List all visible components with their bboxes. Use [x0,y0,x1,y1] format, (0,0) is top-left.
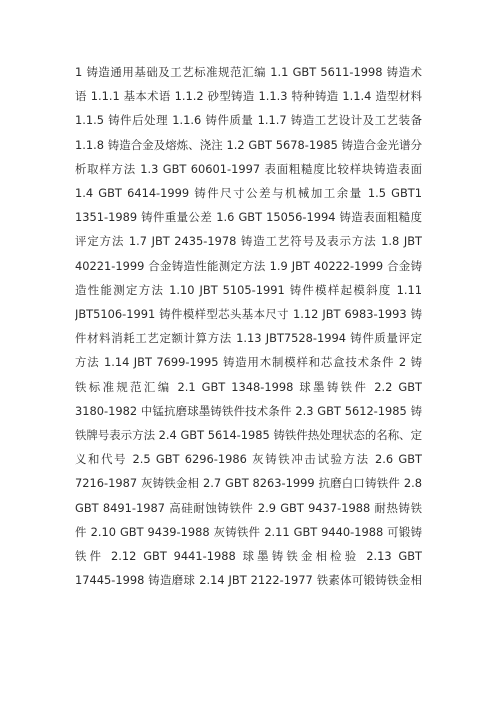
text-line: 3180-1982 中锰抗磨球墨铸铁件技术条件 2.3 GBT 5612-1985 铸 [75,403,422,418]
text-line: 1351-1989 铸件重量公差 1.6 GBT 15056-1994 铸造表面粗糙度 [75,210,422,225]
text-line: 件 2.10 GBT 9439-1988 灰铸铁件 2.11 GBT 9440-1988 可锻铸 [75,524,422,539]
text-line: 方法 1.14 JBT 7699-1995 铸造用木制模样和芯盒技术条件 2 铸 [75,355,422,370]
text-line: 评定方法 1.7 JBT 2435-1978 铸造工艺符号及表示方法 1.8 JBT [75,234,422,249]
text-line: 铁件 2.12 GBT 9441-1988 球墨铸铁金相检验 2.13 GBT [75,549,422,564]
text-line: 义和代号 2.5 GBT 6296-1986 灰铸铁冲击试验方法 2.6 GBT [75,452,422,467]
text-line: 40221-1999 合金铸造性能测定方法 1.9 JBT 40222-1999 合金铸 [75,258,422,273]
document-page [75,60,422,592]
text-line: 析取样方法 1.3 GBT 60601-1997 表面粗糙度比较样块铸造表面 [75,161,422,176]
text-line: 17445-1998 铸造磨球 2.14 JBT 2122-1977 铁素体可锻铸铁金相 [75,573,422,588]
text-line: 铁标准规范汇编 2.1 GBT 1348-1998 球墨铸铁件 2.2 GBT [75,379,422,394]
text-line: 1.1.5 铸件后处理 1.1.6 铸件质量 1.1.7 铸造工艺设计及工艺装备 [75,113,422,128]
text-line: 1.4 GBT 6414-1999 铸件尺寸公差与机械加工余量 1.5 GBT1 [75,186,422,201]
text-line: 件材料消耗工艺定额计算方法 1.13 JBT7528-1994 铸件质量评定 [75,331,422,346]
text-line: 铁牌号表示方法 2.4 GBT 5614-1985 铸铁件热处理状态的名称、定 [75,428,422,443]
text-line: 1.1.8 铸造合金及熔炼、浇注 1.2 GBT 5678-1985 铸造合金光谱分 [75,137,422,152]
text-line: 1 铸造通用基础及工艺标准规范汇编 1.1 GBT 5611-1998 铸造术 [75,65,422,79]
text-line: 造性能测定方法 1.10 JBT 5105-1991 铸件模样起模斜度 1.11 [75,282,422,297]
text-line: 语 1.1.1 基本术语 1.1.2 砂型铸造 1.1.3 特种铸造 1.1.4 造型材料 [75,89,422,104]
text-line: JBT5106-1991 铸件模样型芯头基本尺寸 1.12 JBT 6983-1993 铸 [75,307,422,322]
text-line: GBT 8491-1987 高硅耐蚀铸铁件 2.9 GBT 9437-1988 耐热铸铁 [75,500,422,515]
text-line: 7216-1987 灰铸铁金相 2.7 GBT 8263-1999 抗磨白口铸铁件 2.8 [75,476,422,491]
